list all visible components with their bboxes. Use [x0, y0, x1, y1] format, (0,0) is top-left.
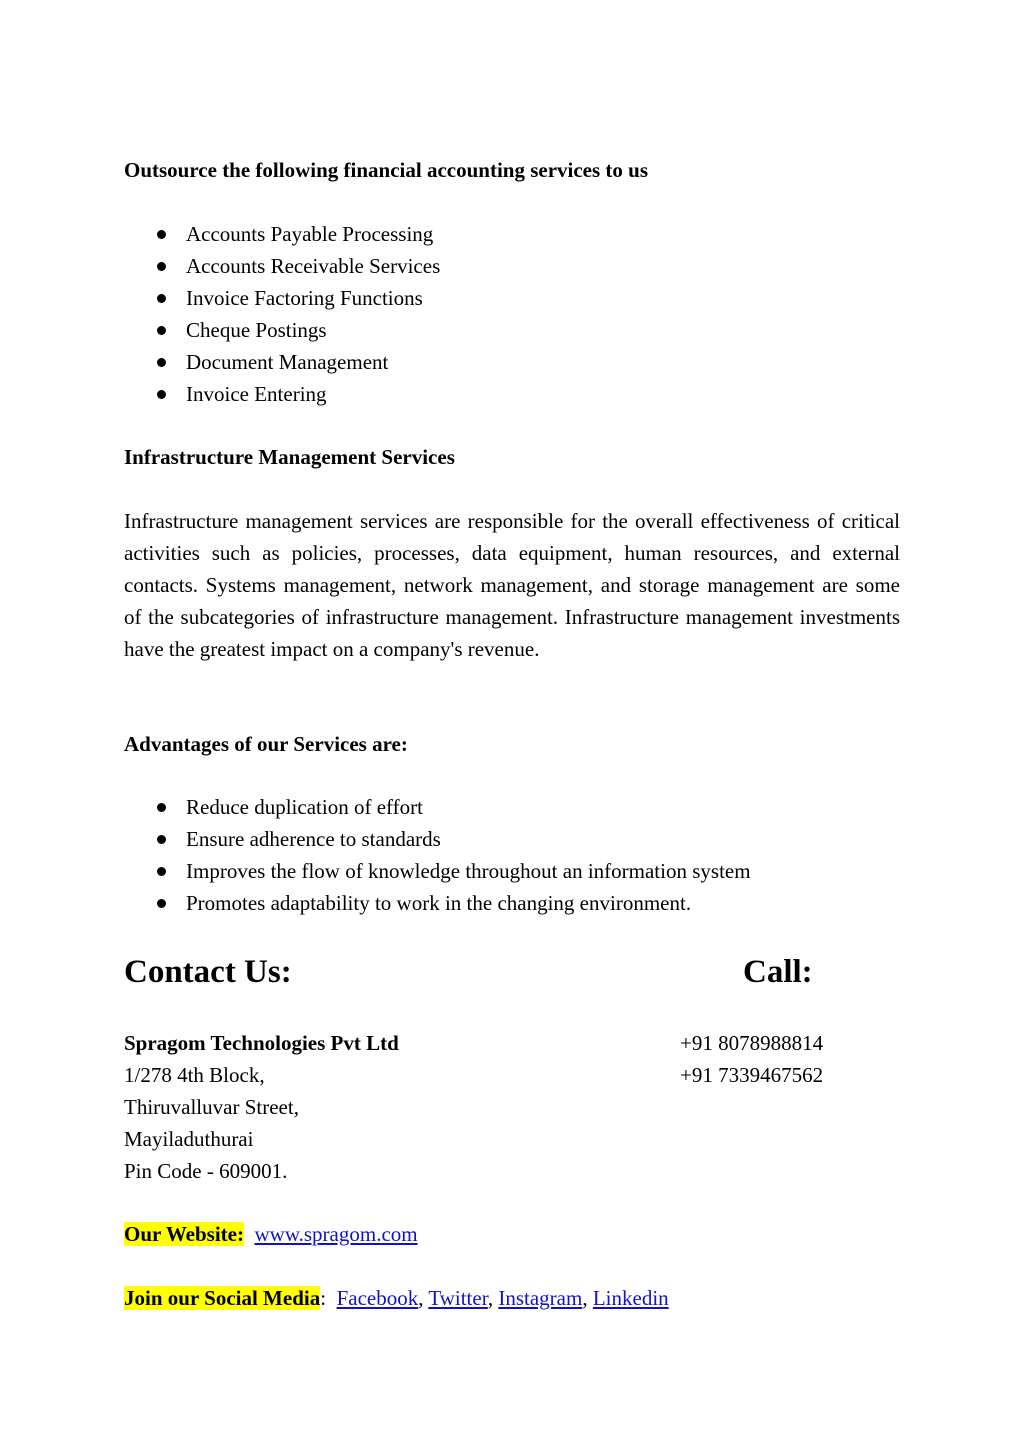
- address-line: 1/278 4th Block,: [124, 1063, 265, 1087]
- bullet-icon: [157, 835, 166, 844]
- list-item: Improves the flow of knowledge throughout an information system: [124, 855, 751, 887]
- bullet-icon: [157, 326, 166, 335]
- twitter-link[interactable]: Twitter: [428, 1286, 488, 1310]
- company-name: Spragom Technologies Pvt Ltd: [124, 1031, 399, 1055]
- advantages-list: [124, 791, 751, 919]
- comma: ,: [418, 1286, 424, 1310]
- section-heading-infrastructure: Infrastructure Management Services: [124, 445, 455, 469]
- address-line: Mayiladuthurai: [124, 1127, 254, 1151]
- social-row: [124, 1282, 669, 1314]
- list-item: Accounts Payable Processing: [124, 218, 440, 250]
- list-item: Ensure adherence to standards: [124, 823, 751, 855]
- bullet-icon: [157, 230, 166, 239]
- linkedin-link[interactable]: Linkedin: [592, 1286, 669, 1310]
- comma: ,: [487, 1286, 494, 1310]
- list-item: Cheque Postings: [124, 314, 440, 346]
- website-label: Our Website:: [124, 1222, 244, 1246]
- call-heading: Call:: [743, 954, 813, 990]
- bullet-icon: [157, 390, 166, 399]
- address-line: Pin Code - 609001.: [124, 1159, 288, 1183]
- social-separator: :: [320, 1286, 327, 1310]
- website-link[interactable]: www.spragom.com: [254, 1222, 418, 1246]
- outsource-services-list: [124, 218, 440, 410]
- infrastructure-paragraph: Infrastructure management services are responsible for the overall effectiveness of critical activities such as policies, processes, data equipment, human resources, and external contacts. Systems management, network management, and storage management are some of the subcategories of infrastructure management. Infrastructure management investments have the greatest impact on a company's revenue.: [124, 509, 900, 661]
- address-line: Thiruvalluvar Street,: [124, 1095, 299, 1119]
- list-item: Reduce duplication of effort: [124, 791, 751, 823]
- comma: ,: [582, 1286, 588, 1310]
- list-item: Promotes adaptability to work in the changing environment.: [124, 887, 751, 919]
- contact-heading: Contact Us:: [124, 954, 292, 990]
- bullet-icon: [157, 899, 166, 908]
- social-label: Join our Social Media: [124, 1286, 321, 1310]
- bullet-icon: [157, 867, 166, 876]
- bullet-icon: [157, 294, 166, 303]
- phone-number: +91 8078988814: [680, 1031, 824, 1055]
- bullet-icon: [157, 803, 166, 812]
- list-item: Invoice Entering: [124, 378, 440, 410]
- section-heading-advantages: Advantages of our Services are:: [124, 732, 408, 756]
- facebook-link[interactable]: Facebook: [336, 1286, 419, 1310]
- list-item: Document Management: [124, 346, 440, 378]
- instagram-link[interactable]: Instagram: [498, 1286, 583, 1310]
- bullet-icon: [157, 358, 166, 367]
- list-item: Accounts Receivable Services: [124, 250, 440, 282]
- phone-number: +91 7339467562: [680, 1063, 824, 1087]
- list-item: Invoice Factoring Functions: [124, 282, 440, 314]
- bullet-icon: [157, 262, 166, 271]
- website-row: [124, 1218, 418, 1250]
- section-heading-outsource: Outsource the following financial accounting services to us: [124, 158, 649, 182]
